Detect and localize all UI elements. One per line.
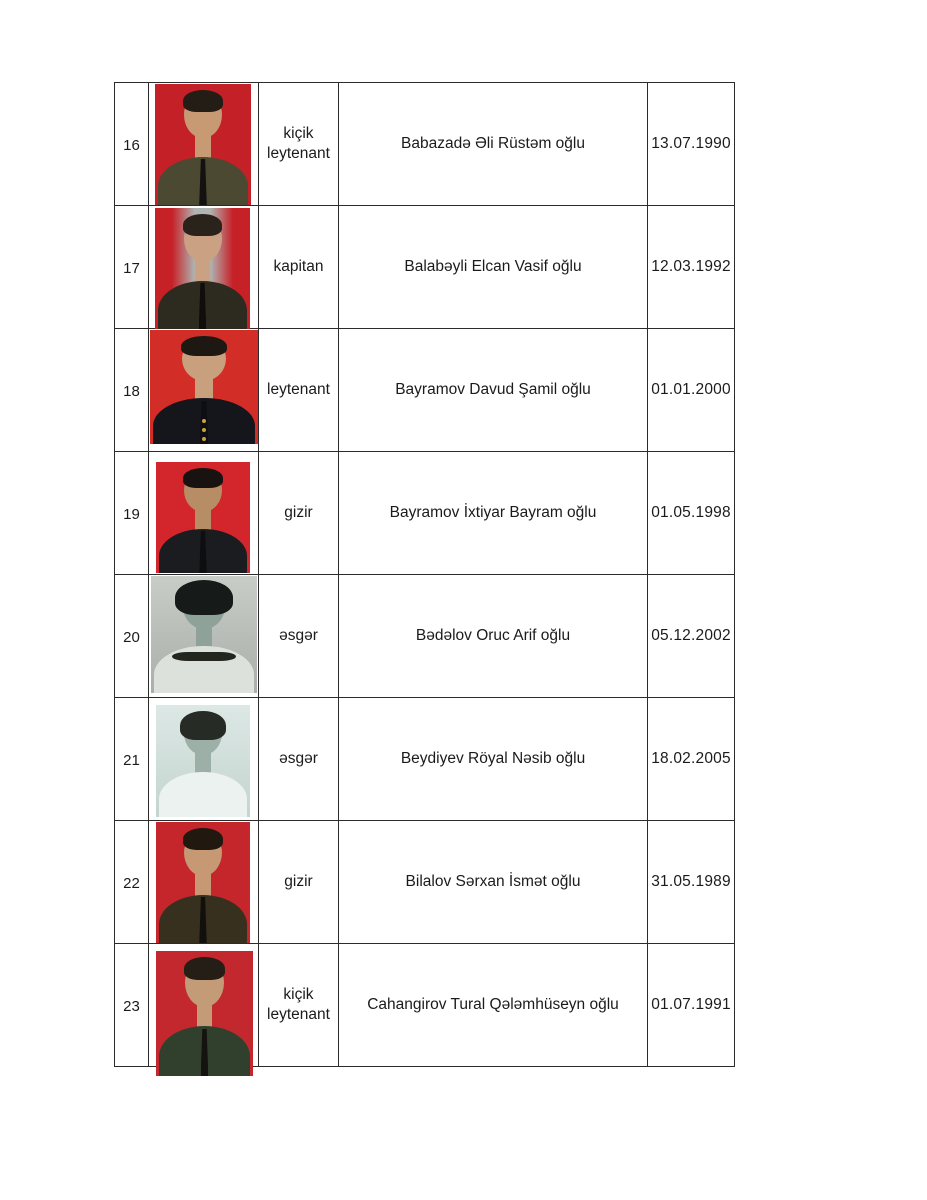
portrait-photo	[156, 951, 253, 1076]
name-cell: Beydiyev Röyal Nəsib oğlu	[339, 698, 648, 821]
row-number: 17	[123, 259, 140, 277]
row-number-cell	[115, 821, 149, 944]
row-number-cell	[115, 329, 149, 452]
table-row	[115, 575, 735, 698]
name-cell: Bilalov Sərxan İsmət oğlu	[339, 821, 648, 944]
row-number: 20	[123, 628, 140, 646]
row-number-cell	[115, 452, 149, 575]
rank-cell: leytenant	[259, 329, 339, 452]
photo-hair	[183, 828, 222, 850]
table-row	[115, 944, 735, 1067]
rank-cell: kiçik leytenant	[259, 83, 339, 206]
photo-cell	[149, 329, 259, 452]
photo-hair	[183, 214, 223, 236]
name-cell: Bədəlov Oruc Arif oğlu	[339, 575, 648, 698]
row-number-cell	[115, 944, 149, 1067]
rank-cell: gizir	[259, 452, 339, 575]
photo-cell	[149, 821, 259, 944]
photo-buttons	[202, 437, 206, 441]
portrait-photo	[156, 705, 250, 817]
photo-cell	[149, 944, 259, 1067]
name-cell: Bayramov İxtiyar Bayram oğlu	[339, 452, 648, 575]
photo-cell	[149, 698, 259, 821]
row-number-cell	[115, 83, 149, 206]
row-number: 19	[123, 505, 140, 523]
photo-cell	[149, 452, 259, 575]
portrait-photo	[150, 330, 258, 444]
dob-cell: 01.01.2000	[648, 329, 735, 452]
table-row	[115, 329, 735, 452]
table-row	[115, 452, 735, 575]
portrait-photo	[155, 208, 250, 329]
photo-hair	[180, 711, 225, 740]
photo-hair	[175, 580, 232, 615]
table-row	[115, 821, 735, 944]
rank-cell: əsgər	[259, 698, 339, 821]
dob-cell: 31.05.1989	[648, 821, 735, 944]
portrait-photo	[155, 84, 251, 205]
row-number: 16	[123, 136, 140, 154]
dob-cell: 01.05.1998	[648, 452, 735, 575]
name-cell: Babazadə Əli Rüstəm oğlu	[339, 83, 648, 206]
dob-cell: 01.07.1991	[648, 944, 735, 1067]
rank-cell: gizir	[259, 821, 339, 944]
dob-cell: 12.03.1992	[648, 206, 735, 329]
rank-cell: kiçik leytenant	[259, 944, 339, 1067]
photo-buttons	[203, 1068, 207, 1072]
dob-cell: 18.02.2005	[648, 698, 735, 821]
rank-cell: kapitan	[259, 206, 339, 329]
photo-hair	[183, 90, 223, 112]
row-number: 23	[123, 997, 140, 1015]
dob-cell: 05.12.2002	[648, 575, 735, 698]
photo-buttons	[201, 810, 205, 814]
rank-cell: əsgər	[259, 575, 339, 698]
portrait-photo	[156, 822, 250, 943]
casualty-roster-table	[114, 82, 735, 1067]
photo-cell	[149, 83, 259, 206]
row-number-cell	[115, 698, 149, 821]
photo-hair	[184, 957, 225, 980]
photo-hair	[181, 336, 226, 357]
table-row	[115, 83, 735, 206]
row-number: 21	[123, 751, 140, 769]
photo-buttons	[201, 566, 205, 570]
row-number: 22	[123, 874, 140, 892]
row-number: 18	[123, 382, 140, 400]
table-row	[115, 698, 735, 821]
table-row	[115, 206, 735, 329]
name-cell: Balabəyli Elcan Vasif oğlu	[339, 206, 648, 329]
row-number-cell	[115, 206, 149, 329]
portrait-photo	[156, 462, 250, 573]
dob-cell: 13.07.1990	[648, 83, 735, 206]
photo-cell	[149, 206, 259, 329]
name-cell: Bayramov Davud Şamil oğlu	[339, 329, 648, 452]
photo-buttons	[201, 321, 205, 325]
row-number-cell	[115, 575, 149, 698]
portrait-photo	[151, 576, 257, 693]
photo-hair	[183, 468, 222, 488]
name-cell: Cahangirov Tural Qələmhüseyn oğlu	[339, 944, 648, 1067]
photo-buttons	[202, 686, 206, 690]
photo-cell	[149, 575, 259, 698]
